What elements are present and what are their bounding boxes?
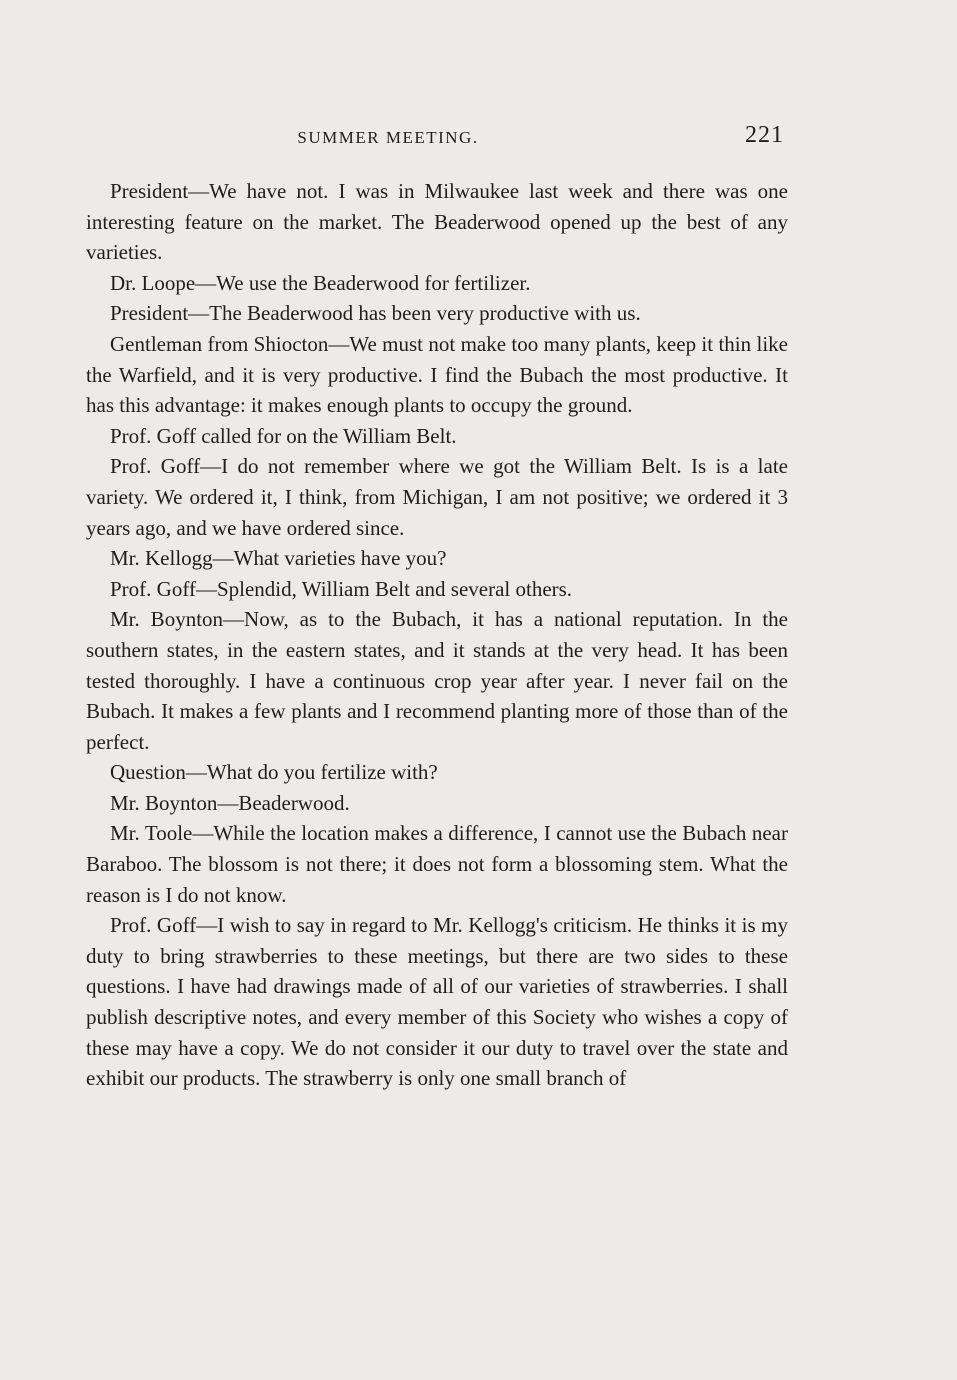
- paragraph: President—We have not. I was in Milwaukee last week and there was one interesting feature on the market. The Beaderwood opened up the best of any varieties.: [86, 179, 788, 265]
- paragraph: Prof. Goff—Splendid, William Belt and several others.: [110, 576, 573, 601]
- body-text: [86, 176, 788, 1094]
- running-title: SUMMER MEETING.: [297, 128, 479, 147]
- paragraph: Dr. Loope—We use the Beaderwood for fertilizer.: [110, 270, 531, 295]
- paragraph: Prof. Goff—I wish to say in regard to Mr. Kellogg's criticism. He thinks it is my duty to bring strawberries to these meetings, but there are two sides to these questions. I have had drawings made of all of our varieties of strawberries. I shall publish descriptive notes, and every member of this Society who wishes a copy of these may have a copy. We do not consider it our duty to travel over the state and exhibit our products. The strawberry is only one small branch of: [86, 913, 788, 1091]
- paragraph: Prof. Goff called for on the William Belt.: [110, 423, 457, 448]
- paragraph: Prof. Goff—I do not remember where we got the William Belt. Is is a late variety. We ordered it, I think, from Michigan, I am not positive; we ordered it 3 years ago, and we have ordered since.: [86, 454, 788, 540]
- paragraph: Mr. Kellogg—What varieties have you?: [110, 546, 447, 571]
- paragraph: Gentleman from Shiocton—We must not make too many plants, keep it thin like the Warfield, and it is very productive. I find the Bubach the most productive. It has this advantage: it makes enough plants to occupy the ground.: [86, 331, 788, 418]
- paragraph: Mr. Boynton—Beaderwood.: [110, 790, 350, 815]
- page-header: [88, 122, 788, 152]
- paragraph: President—The Beaderwood has been very productive with us.: [110, 301, 641, 326]
- paragraph: Question—What do you fertilize with?: [110, 760, 438, 785]
- paragraph: Mr. Toole—While the location makes a difference, I cannot use the Bubach near Baraboo. The blossom is not there; it does not form a blossoming stem. What the reason is I do not know.: [86, 821, 788, 907]
- paragraph: Mr. Boynton—Now, as to the Bubach, it has a national reputation. In the southern states, in the eastern states, and it stands at the very head. It has been tested thoroughly. I have a continuous crop year after year. I never fail on the Bubach. It makes a few plants and I recommend planting more of those than of the perfect.: [86, 607, 788, 754]
- page-number: 221: [745, 122, 784, 148]
